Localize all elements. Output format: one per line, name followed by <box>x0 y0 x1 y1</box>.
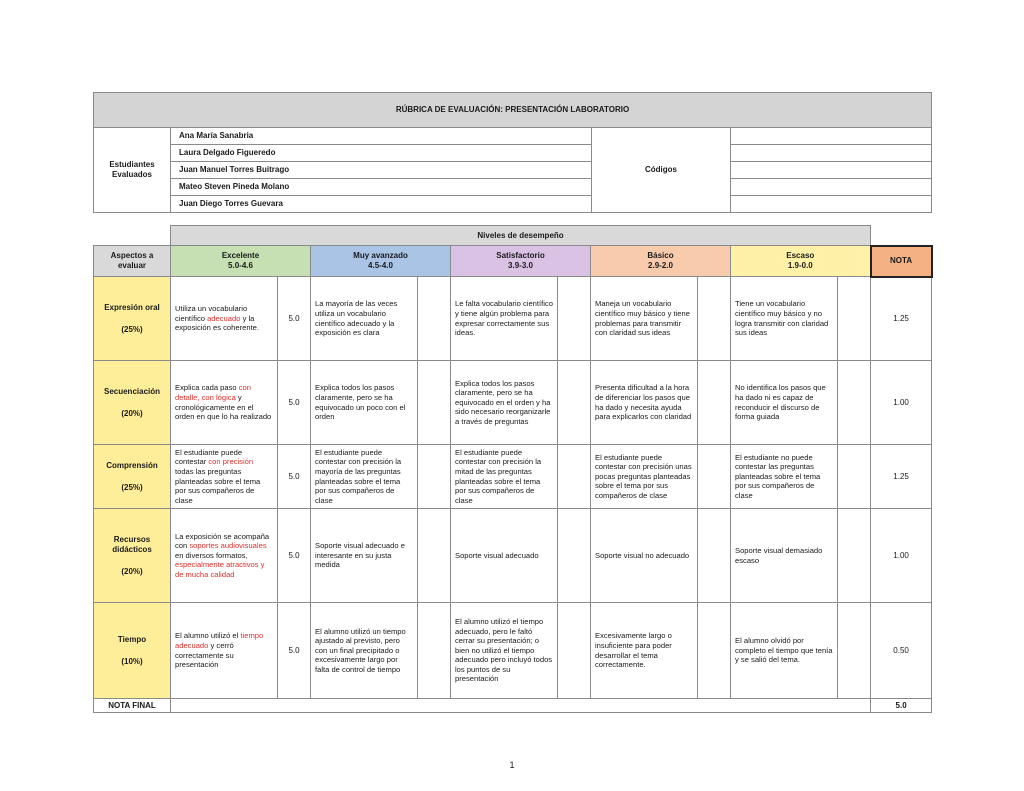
descriptor-basico: Presenta dificultad a la hora de diferenciar los pasos que ha dado y necesita ayuda para explicarlos con claridad <box>591 361 698 445</box>
student-code <box>731 179 932 196</box>
descriptor-basico: El estudiante puede contestar con precisión unas pocas preguntas planteadas sobre el tema por sus compañeros de clase <box>591 445 698 509</box>
descriptor-basico: Maneja un vocabulario científico muy básico y tiene problemas para transmitir con claridad sus ideas <box>591 277 698 361</box>
descriptor-muy-avanzado: Soporte visual adecuado e interesante en su justa medida <box>311 509 418 603</box>
descriptor-satisfactorio: Le falta vocabulario científico y tiene algún problema para expresar correctamente sus ideas. <box>451 277 558 361</box>
student-code <box>731 162 932 179</box>
rubric-table <box>93 225 933 713</box>
descriptor-basico: Soporte visual no adecuado <box>591 509 698 603</box>
descriptor-muy-avanzado: El alumno utilizó un tiempo ajustado al previsto, pero con un final precipitado o excesivamente largo por falta de control de tiempo <box>311 603 418 699</box>
descriptor-excelente: La exposición se acompaña con soportes audiovisuales en diversos formatos, especialmente atractivos y de mucha calidad <box>171 509 278 603</box>
student-name: Juan Manuel Torres Buitrago <box>171 162 592 179</box>
students-label: Estudiantes Evaluados <box>94 128 171 213</box>
header-table <box>93 92 932 213</box>
aspect-weight: (20%) <box>121 408 143 418</box>
descriptor-muy-avanzado: La mayoría de las veces utiliza un vocabulario científico adecuado y la exposición es clara <box>311 277 418 361</box>
score-cell <box>838 445 871 509</box>
score-cell <box>838 603 871 699</box>
criterion-row <box>94 509 932 603</box>
level-escaso: Escaso 1.9-0.0 <box>731 246 871 277</box>
score-cell <box>838 361 871 445</box>
aspects-header: Aspectos a evaluar <box>94 246 171 277</box>
descriptor-escaso: Tiene un vocabulario científico muy básico y no logra transmitir con claridad sus ideas <box>731 277 838 361</box>
score-cell <box>558 603 591 699</box>
criterion-row <box>94 277 932 361</box>
aspect-cell: Expresión oral (25%) <box>94 277 171 361</box>
criterion-row <box>94 445 932 509</box>
page-number: 1 <box>509 760 515 770</box>
criteria-body <box>94 277 932 699</box>
score-cell: 5.0 <box>278 603 311 699</box>
student-name: Mateo Steven Pineda Molano <box>171 179 592 196</box>
score-cell <box>418 277 451 361</box>
student-code <box>731 145 932 162</box>
score-cell <box>418 509 451 603</box>
nota-cell: 1.25 <box>871 277 932 361</box>
descriptor-satisfactorio: Explica todos los pasos claramente, pero se ha equivocado en el orden y ha sido necesario reorganizarle a través de preguntas <box>451 361 558 445</box>
score-cell <box>558 509 591 603</box>
descriptor-excelente: El estudiante puede contestar con precisión todas las preguntas planteadas sobre el tema por sus compañeros de clase <box>171 445 278 509</box>
descriptor-muy-avanzado: Explica todos los pasos claramente, pero se ha equivocado un poco con el orden <box>311 361 418 445</box>
aspect-cell: Recursos didácticos (20%) <box>94 509 171 603</box>
score-cell: 5.0 <box>278 277 311 361</box>
score-cell <box>698 277 731 361</box>
aspect-weight: (10%) <box>121 656 143 666</box>
descriptor-basico: Excesivamente largo o insuficiente para poder desarrollar el tema correctamente. <box>591 603 698 699</box>
score-cell: 5.0 <box>278 361 311 445</box>
score-cell <box>838 277 871 361</box>
aspect-cell: Secuenciación (20%) <box>94 361 171 445</box>
descriptor-muy-avanzado: El estudiante puede contestar con precisión la mayoría de las preguntas planteadas sobre el tema por sus compañeros de clase <box>311 445 418 509</box>
score-cell <box>838 509 871 603</box>
aspect-weight: (20%) <box>121 566 143 576</box>
score-cell <box>418 445 451 509</box>
score-cell <box>558 277 591 361</box>
rubric-title: RÚBRICA DE EVALUACIÓN: PRESENTACIÓN LABORATORIO <box>94 93 932 128</box>
score-cell <box>698 603 731 699</box>
score-cell <box>418 603 451 699</box>
score-cell: 5.0 <box>278 509 311 603</box>
descriptor-escaso: Soporte visual demasiado escaso <box>731 509 838 603</box>
student-name: Ana María Sanabria <box>171 128 592 145</box>
level-satisfactorio: Satisfactorio 3.9-3.0 <box>451 246 591 277</box>
student-code <box>731 128 932 145</box>
score-cell <box>698 509 731 603</box>
score-cell <box>698 361 731 445</box>
level-basico: Básico 2.9-2.0 <box>591 246 731 277</box>
student-name: Laura Delgado Figueredo <box>171 145 592 162</box>
criterion-row <box>94 361 932 445</box>
rubric-header-row <box>94 246 932 277</box>
aspect-cell: Comprensión (25%) <box>94 445 171 509</box>
level-muy-avanzado: Muy avanzado 4.5-4.0 <box>311 246 451 277</box>
final-row <box>94 699 932 713</box>
criterion-row <box>94 603 932 699</box>
student-name: Juan Diego Torres Guevara <box>171 196 592 213</box>
final-value: 5.0 <box>871 699 932 713</box>
descriptor-escaso: No identifica los pasos que ha dado ni es capaz de reconducir el discurso de forma guiada <box>731 361 838 445</box>
nota-cell: 1.25 <box>871 445 932 509</box>
nota-cell: 1.00 <box>871 509 932 603</box>
score-cell <box>698 445 731 509</box>
nota-cell: 0.50 <box>871 603 932 699</box>
descriptor-satisfactorio: El alumno utilizó el tiempo adecuado, pero le faltó cerrar su presentación; o bien no utilizó el tiempo adecuado pero incluyó todos los puntos de su presentación <box>451 603 558 699</box>
nota-cell: 1.00 <box>871 361 932 445</box>
codes-label: Códigos <box>592 128 731 213</box>
descriptor-escaso: El estudiante no puede contestar las preguntas planteadas sobre el tema por sus compañeros de clase <box>731 445 838 509</box>
levels-header: Niveles de desempeño <box>171 226 871 246</box>
student-code <box>731 196 932 213</box>
descriptor-excelente: Utiliza un vocabulario científico adecuado y la exposición es coherente. <box>171 277 278 361</box>
descriptor-escaso: El alumno olvidó por completo el tiempo que tenía y se salió del tema. <box>731 603 838 699</box>
descriptor-satisfactorio: Soporte visual adecuado <box>451 509 558 603</box>
level-excelente: Excelente 5.0-4.6 <box>171 246 311 277</box>
score-cell <box>558 445 591 509</box>
score-cell <box>418 361 451 445</box>
aspect-weight: (25%) <box>121 324 143 334</box>
aspect-cell: Tiempo (10%) <box>94 603 171 699</box>
nota-header: NOTA <box>871 246 932 277</box>
aspect-weight: (25%) <box>121 482 143 492</box>
descriptor-excelente: El alumno utilizó el tiempo adecuado y cerró correctamente su presentación <box>171 603 278 699</box>
descriptor-excelente: Explica cada paso con detalle, con lógica y cronológicamente en el orden en que lo ha realizado <box>171 361 278 445</box>
score-cell <box>558 361 591 445</box>
score-cell: 5.0 <box>278 445 311 509</box>
descriptor-satisfactorio: El estudiante puede contestar con precisión la mitad de las preguntas planteadas sobre el tema por sus compañeros de clase <box>451 445 558 509</box>
final-label: NOTA FINAL <box>94 699 171 713</box>
